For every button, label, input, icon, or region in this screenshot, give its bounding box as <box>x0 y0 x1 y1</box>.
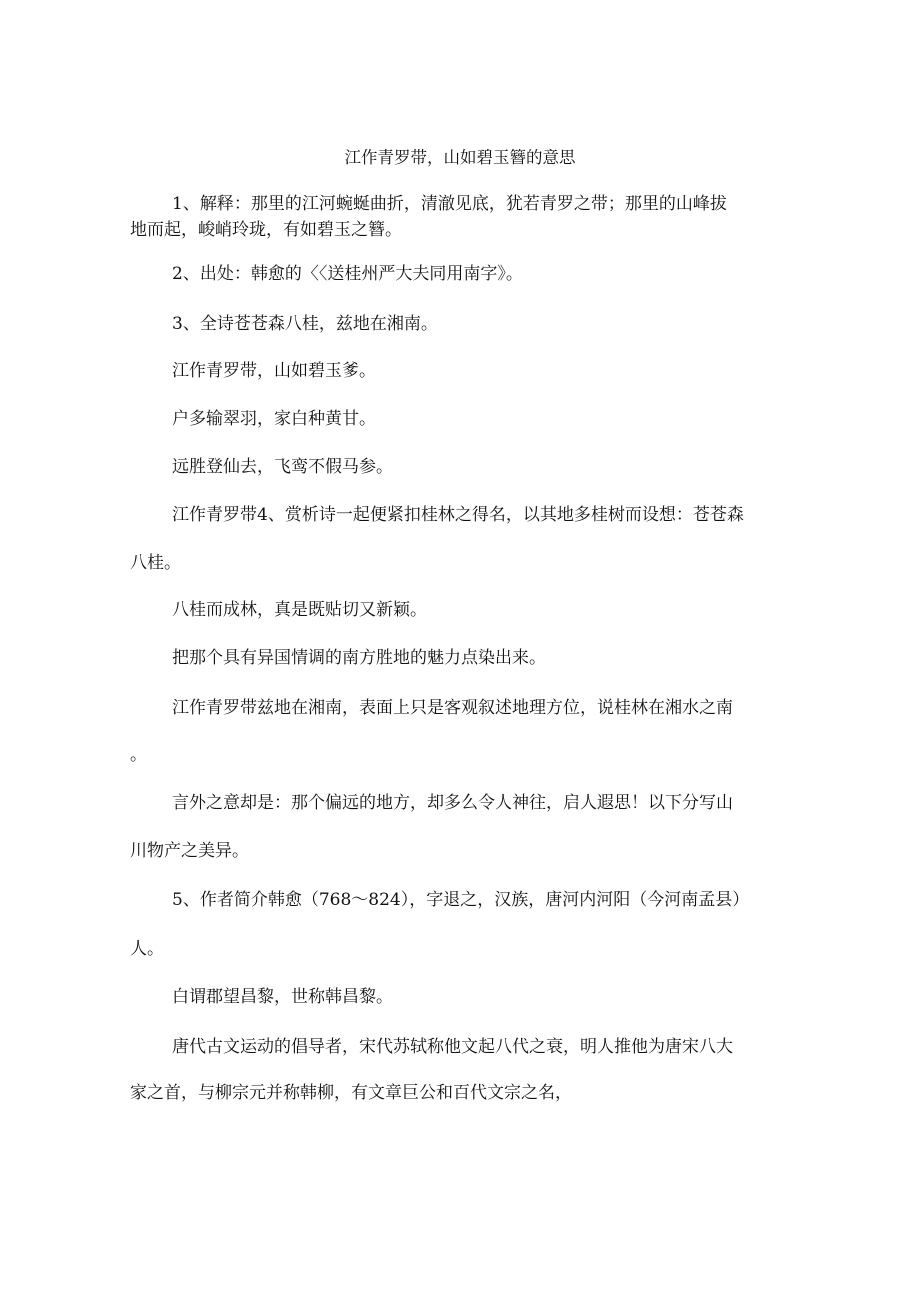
paragraph-line: 。 <box>130 745 147 765</box>
paragraph-line: 江作青罗带兹地在湘南，表面上只是客观叙述地理方位，说桂林在湘水之南 <box>172 698 733 718</box>
paragraph-line: 3、全诗苍苍森八桂，兹地在湘南。 <box>172 314 438 334</box>
page-title: 江作青罗带，山如碧玉簪的意思 <box>344 148 576 167</box>
paragraph-line: 把那个具有异国情调的南方胜地的魅力点染出来。 <box>172 648 546 668</box>
paragraph-line: 白谓郡望昌黎，世称韩昌黎。 <box>172 987 393 1007</box>
paragraph-line: 1、解释：那里的江河蜿蜒曲折，清澈见底，犹若青罗之带；那里的山峰拔 <box>172 194 727 214</box>
paragraph-line: 远胜登仙去，飞鸾不假马参。 <box>172 457 393 477</box>
paragraph-line: 川物产之美异。 <box>130 841 249 861</box>
paragraph-line: 人。 <box>130 939 164 959</box>
paragraph-line: 唐代古文运动的倡导者，宋代苏轼称他文起八代之衰，明人推他为唐宋八大 <box>172 1037 733 1057</box>
paragraph-line: 户多输翠羽，家白种黄甘。 <box>172 409 376 429</box>
paragraph-line: 江作青罗带，山如碧玉爹。 <box>172 361 376 381</box>
paragraph-line: 5、作者简介韩愈（768～824），字退之，汉族，唐河内河阳（今河南孟县） <box>172 890 750 910</box>
paragraph-line: 八桂。 <box>130 553 181 573</box>
paragraph-line: 2、出处：韩愈的〈〈送桂州严大夫同用南字》。 <box>172 264 523 284</box>
paragraph-line: 江作青罗带4、赏析诗一起便紧扣桂林之得名，以其地多桂树而设想：苍苍森 <box>172 505 744 525</box>
paragraph-line: 言外之意却是：那个偏远的地方，却多么令人神往，启人遐思！以下分写山 <box>172 793 733 813</box>
paragraph-line: 八桂而成林，真是既贴切又新颖。 <box>172 600 427 620</box>
paragraph-line: 地而起，峻峭玲珑，有如碧玉之簪。 <box>130 220 402 240</box>
paragraph-line: 家之首，与柳宗元并称韩柳，有文章巨公和百代文宗之名， <box>130 1083 572 1103</box>
